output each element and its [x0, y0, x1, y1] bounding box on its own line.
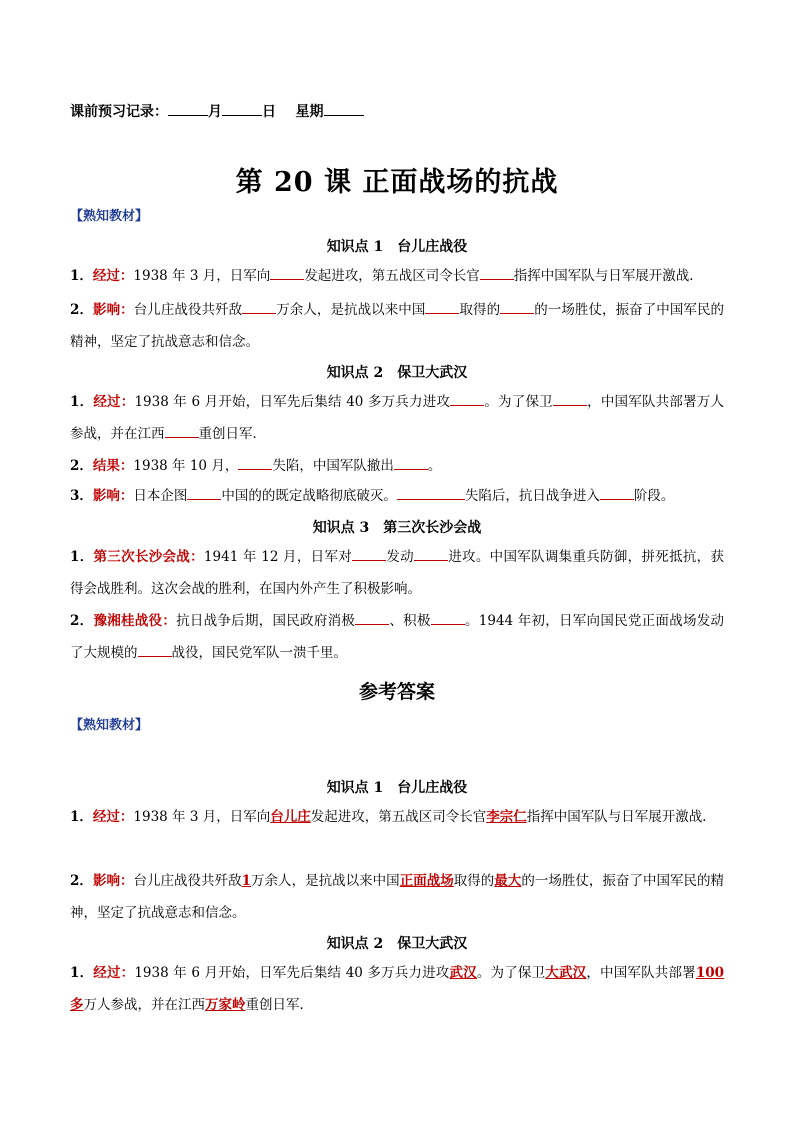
fill-blank[interactable] — [480, 264, 514, 280]
fill-blank[interactable] — [355, 609, 389, 625]
month-blank[interactable] — [168, 101, 208, 116]
item-text: 的一场胜仗，振奋了中国军民的精神，坚定了抗战意志和信念。 — [70, 873, 725, 921]
item-text: 万余人，是抗战以来中国 — [251, 873, 400, 889]
item-text: 1938 年 3 月，日军向 — [133, 268, 271, 284]
fill-blank[interactable] — [242, 298, 276, 314]
item-text: ，中国军队共部署 — [586, 394, 697, 410]
item-text: 的一场胜仗，振奋了中国军民的精神，坚定了抗战意志和信念。 — [70, 302, 725, 350]
item-label: 影响： — [92, 873, 134, 889]
item-number: 1． — [70, 965, 94, 981]
item-label: 影响： — [93, 302, 134, 318]
answers-section-tag: 【熟知教材】 — [70, 718, 149, 733]
item-text: 发动 — [386, 549, 414, 565]
item-text: 中国的的既定战略彻底破灭。 — [221, 488, 397, 504]
kp3-item-2 — [70, 605, 724, 669]
answer-text: 武汉 — [449, 965, 477, 981]
item-label: 结果： — [92, 458, 134, 474]
record-week: 星期 — [295, 104, 324, 120]
answers-knowledge-point-1-heading: 知识点 1 台儿庄战役 — [326, 780, 468, 796]
fill-blank[interactable] — [450, 390, 484, 406]
item-text: 发起进攻，第五战区司令长官 — [304, 268, 480, 284]
answer-text: 正面战场 — [399, 873, 454, 889]
item-text: 取得的 — [459, 302, 501, 318]
item-number: 2． — [70, 458, 93, 474]
item-text: 台儿庄战役共歼敌 — [133, 302, 243, 318]
knowledge-point-1-heading: 知识点 1 台儿庄战役 — [326, 239, 468, 255]
item-text: 。为了保卫 — [484, 394, 553, 410]
item-text: 重创日军． — [245, 997, 313, 1013]
item-text: 发起进攻，第五战区司令长官 — [310, 809, 487, 825]
lesson-title: 第 20 课 正面战场的抗战 — [235, 167, 559, 198]
item-number: 1． — [70, 394, 94, 410]
item-text: 1941 年 12 月，日军对 — [203, 549, 353, 565]
fill-blank[interactable] — [414, 545, 448, 561]
item-text: 失陷，中国军队撤出 — [272, 458, 394, 474]
item-text: 失陷后，抗日战争进入 — [464, 488, 600, 504]
item-text: 进攻。中国军队调集重兵防御，拼死抵抗，获得会战胜利。这次会战的胜利，在国内外产生了积极影响。 — [70, 549, 724, 597]
item-text: 指挥中国军队与日军展开激战． — [513, 268, 703, 284]
answers-heading: 参考答案 — [358, 681, 435, 703]
item-number: 1． — [70, 268, 93, 284]
record-label: 课前预习记录： — [70, 104, 168, 120]
item-number: 2． — [70, 302, 94, 318]
item-label: 经过： — [92, 268, 134, 284]
fill-blank[interactable] — [352, 545, 386, 561]
kp2-item-2 — [70, 450, 724, 482]
item-text: 。 — [427, 458, 442, 474]
day-blank[interactable] — [222, 101, 262, 116]
answer-kp1-item-1 — [70, 801, 724, 833]
fill-blank[interactable] — [553, 390, 587, 406]
item-text: 日本企图 — [133, 488, 188, 504]
fill-blank[interactable] — [397, 484, 465, 500]
item-text: 1938 年 3 月，日军向 — [133, 809, 271, 825]
item-text: 取得的 — [453, 873, 495, 889]
kp2-item-1 — [70, 386, 724, 450]
item-number: 2． — [70, 873, 93, 889]
kp1-item-1 — [70, 260, 724, 292]
answers-knowledge-point-2-heading: 知识点 2 保卫大武汉 — [326, 936, 468, 952]
answer-text: 万家岭 — [205, 997, 246, 1013]
preview-record — [70, 101, 364, 121]
item-text: 1938 年 6 月开始，日军先后集结 40 多万兵力进攻 — [134, 965, 450, 981]
item-text: 抗日战争后期，国民政府消极 — [176, 613, 356, 629]
item-label: 影响： — [92, 488, 134, 504]
kp2-item-3 — [70, 480, 724, 512]
fill-blank[interactable] — [270, 264, 304, 280]
knowledge-point-3-heading: 知识点 3 第三次长沙会战 — [312, 520, 482, 536]
item-text: 战役，国民党军队一溃千里。 — [171, 645, 347, 661]
week-blank[interactable] — [324, 101, 364, 116]
fill-blank[interactable] — [500, 298, 534, 314]
fill-blank[interactable] — [138, 641, 172, 657]
fill-blank[interactable] — [431, 609, 465, 625]
item-label: 经过： — [92, 809, 134, 825]
item-text: ，中国军队共部署 — [586, 965, 696, 981]
record-day: 日 — [262, 104, 276, 120]
item-text: 台儿庄战役共歼敌 — [133, 873, 242, 889]
item-text: 重创日军． — [198, 426, 266, 442]
answer-text: 最大 — [494, 873, 522, 889]
fill-blank[interactable] — [165, 422, 199, 438]
item-number: 2． — [70, 613, 94, 629]
item-number: 3． — [70, 488, 93, 504]
kp3-item-1 — [70, 541, 724, 605]
item-text: 1938 年 10 月， — [133, 458, 239, 474]
item-label: 经过： — [93, 965, 135, 981]
fill-blank[interactable] — [394, 454, 428, 470]
record-month: 月 — [208, 104, 222, 120]
fill-blank[interactable] — [600, 484, 634, 500]
kp1-item-2 — [70, 294, 724, 358]
item-text: 万人参战，并在江西 — [83, 997, 205, 1013]
answer-text: 李宗仁 — [486, 809, 527, 825]
item-number: 1． — [70, 549, 94, 565]
knowledge-point-2-heading: 知识点 2 保卫大武汉 — [326, 365, 468, 381]
item-label: 豫湘桂战役： — [93, 613, 177, 629]
item-text: 万人参战，并在江西 — [70, 394, 725, 442]
item-number: 1． — [70, 809, 93, 825]
answer-text: 100 多 — [70, 965, 725, 1013]
answer-text: 1 — [241, 873, 252, 889]
answer-kp2-item-1 — [70, 957, 724, 1021]
item-text: 、积极 — [389, 613, 431, 629]
answer-text: 台儿庄 — [270, 809, 311, 825]
answer-kp1-item-2 — [70, 865, 724, 929]
item-text: 。为了保卫 — [476, 965, 546, 981]
item-label: 经过： — [93, 394, 135, 410]
item-text: 1938 年 6 月开始，日军先后集结 40 多万兵力进攻 — [134, 394, 451, 410]
fill-blank[interactable] — [187, 484, 221, 500]
fill-blank[interactable] — [238, 454, 272, 470]
answer-text: 大武汉 — [545, 965, 587, 981]
item-text: 万余人，是抗战以来中国 — [276, 302, 426, 318]
fill-blank[interactable] — [425, 298, 459, 314]
section-tag: 【熟知教材】 — [70, 209, 149, 224]
item-text: 指挥中国军队与日军展开激战． — [526, 809, 716, 825]
item-label: 第三次长沙会战： — [93, 549, 204, 565]
item-text: 阶段。 — [633, 488, 675, 504]
item-text: 。1944 年初，日军向国民党正面战场发动了大规模的 — [70, 613, 725, 661]
